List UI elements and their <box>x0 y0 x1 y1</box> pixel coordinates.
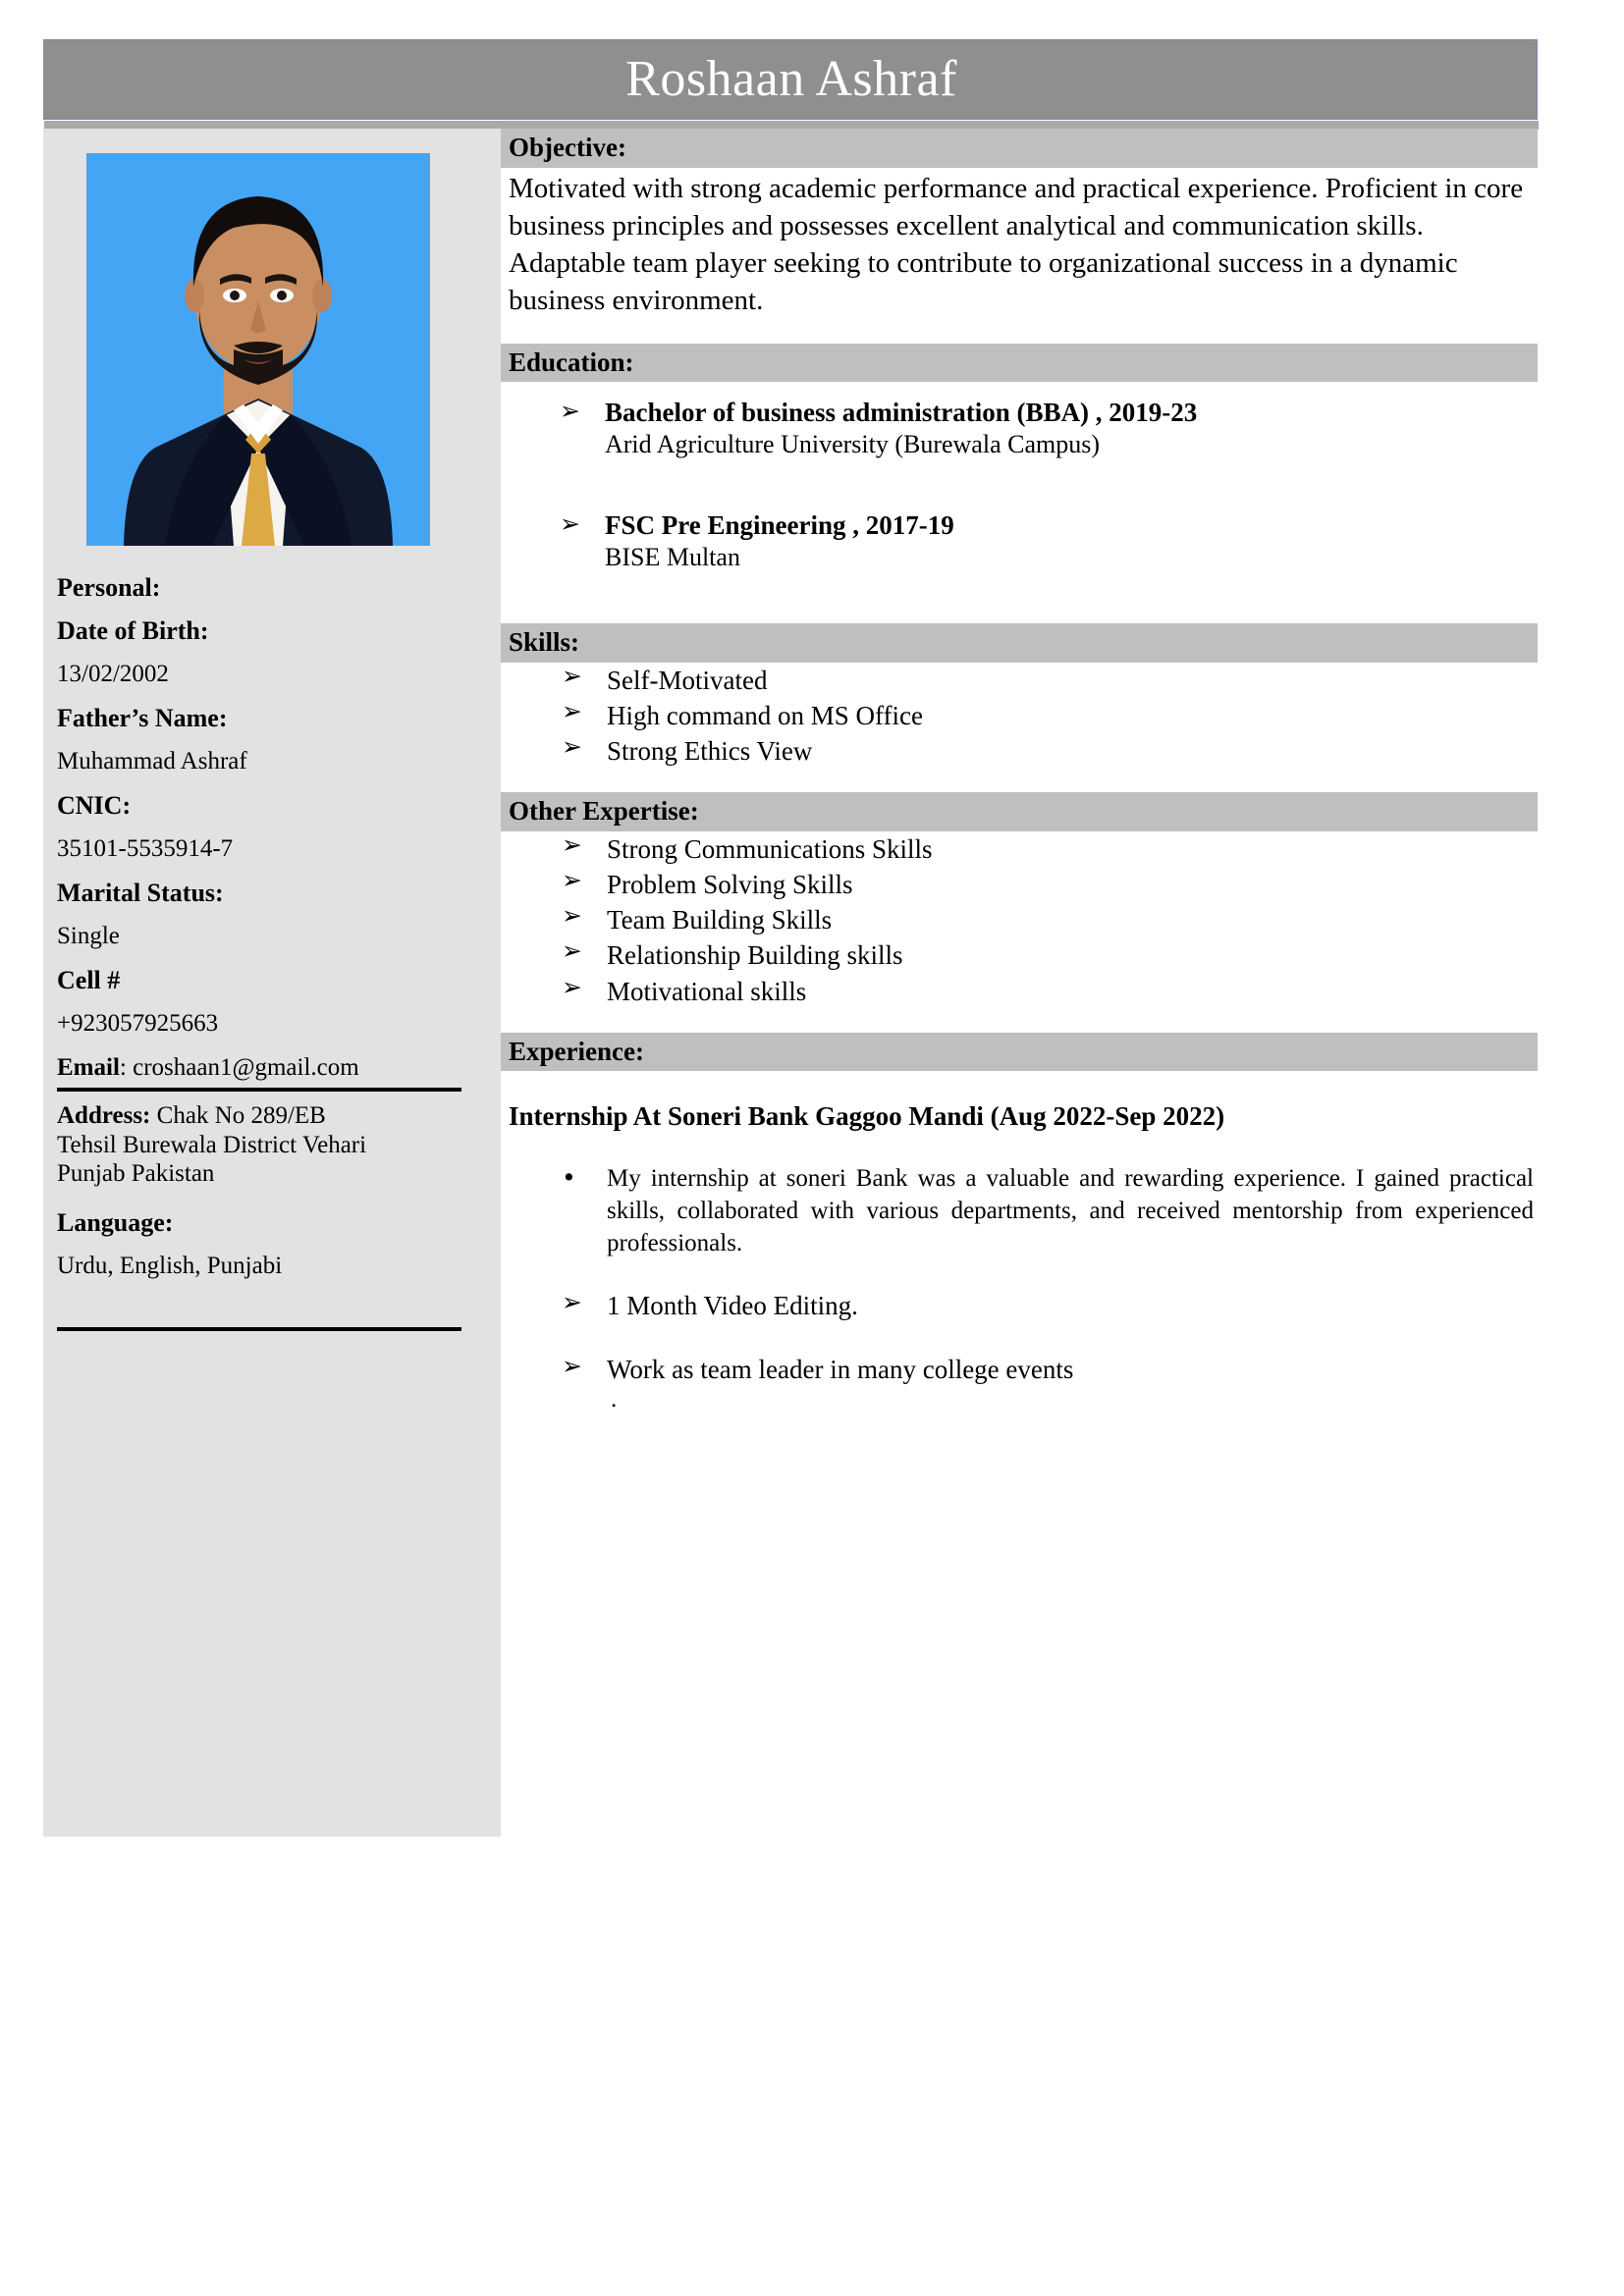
section-header-experience: Experience: <box>501 1033 1538 1072</box>
expertise-text: Team Building Skills <box>607 905 833 935</box>
other-expertise-list <box>501 831 1538 1009</box>
arrow-bullet-icon: ➢ <box>562 661 582 690</box>
cnic-label: CNIC: <box>57 791 132 820</box>
profile-photo <box>86 153 430 546</box>
experience-arrow-item <box>501 1289 1538 1323</box>
language-label: Language: <box>57 1207 174 1237</box>
objective-text: Motivated with strong academic performance and practical experience. Proficient in core business principles and possesses excellent analytical and communication skills. Adaptable team player seeking to contribute to organizational success in a dynamic business environment. <box>509 172 1524 317</box>
cell-label: Cell # <box>57 966 121 994</box>
divider-bottom <box>57 1327 461 1331</box>
header-banner <box>43 39 1538 120</box>
main-content <box>501 129 1538 1412</box>
section-header-skills: Skills: <box>501 623 1538 663</box>
section-header-objective: Objective: <box>501 129 1538 168</box>
email-label: Email <box>57 1054 120 1081</box>
cell-value: +923057925663 <box>57 1010 219 1037</box>
expertise-text: Problem Solving Skills <box>607 870 853 900</box>
education-item <box>560 510 1538 572</box>
experience-arrow-item <box>501 1353 1538 1387</box>
dob-value: 13/02/2002 <box>57 661 169 687</box>
arrow-bullet-icon: ➢ <box>562 936 582 966</box>
education-degree: Bachelor of business administration (BBA) , 2019-23 <box>605 398 1198 428</box>
list-item <box>562 663 1538 698</box>
father-name-label: Father’s Name: <box>57 704 228 732</box>
education-item <box>560 398 1538 459</box>
education-list <box>501 398 1538 572</box>
list-item <box>562 937 1538 973</box>
marital-status-label: Marital Status: <box>57 879 224 907</box>
expertise-text: Relationship Building skills <box>607 940 903 971</box>
email-value: : croshaan1@gmail.com <box>119 1054 359 1081</box>
arrow-bullet-icon: ➢ <box>562 696 582 725</box>
page-title: Roshaan Ashraf <box>625 51 957 107</box>
expertise-text: Motivational skills <box>607 976 807 1006</box>
list-item <box>562 698 1538 733</box>
section-header-other-expertise: Other Expertise: <box>501 792 1538 831</box>
marital-status-value: Single <box>57 923 120 949</box>
language-value: Urdu, English, Punjabi <box>57 1252 283 1279</box>
list-item <box>562 974 1538 1009</box>
dob-label: Date of Birth: <box>57 616 209 645</box>
education-school: Arid Agriculture University (Burewala Campus) <box>605 430 1100 459</box>
address-line-2: Tehsil Burewala District Vehari <box>57 1131 367 1158</box>
arrow-bullet-icon: ➢ <box>562 901 582 931</box>
sidebar <box>43 129 501 1837</box>
list-item <box>562 902 1538 937</box>
education-school: BISE Multan <box>605 543 740 572</box>
address-line-1 <box>57 1101 489 1131</box>
experience-title: Internship At Soneri Bank Gaggoo Mandi (Aug 2022-Sep 2022) <box>509 1101 1225 1132</box>
address-label: Address: <box>57 1102 151 1129</box>
skill-text: Self-Motivated <box>607 665 768 695</box>
email-row <box>57 1055 489 1080</box>
arrow-bullet-icon: ➢ <box>562 866 582 895</box>
father-name-value: Muhammad Ashraf <box>57 748 247 774</box>
list-item <box>562 867 1538 902</box>
list-item <box>562 831 1538 867</box>
experience-bullet-item <box>501 1162 1538 1259</box>
arrow-bullet-icon: ➢ <box>560 509 580 539</box>
personal-heading: Personal: <box>57 573 161 602</box>
experience-stray-period: . <box>611 1386 618 1414</box>
skill-text: Strong Ethics View <box>607 736 813 767</box>
dot-bullet-icon: • <box>562 1162 576 1192</box>
experience-arrow-text: Work as team leader in many college events <box>607 1354 1074 1384</box>
arrow-bullet-icon: ➢ <box>562 732 582 762</box>
arrow-bullet-icon: ➢ <box>562 972 582 1001</box>
skill-text: High command on MS Office <box>607 700 923 730</box>
list-item <box>562 733 1538 769</box>
arrow-bullet-icon: ➢ <box>562 1287 582 1316</box>
expertise-text: Strong Communications Skills <box>607 833 933 864</box>
section-header-education: Education: <box>501 344 1538 383</box>
arrow-bullet-icon: ➢ <box>560 397 580 426</box>
cnic-value: 35101-5535914-7 <box>57 835 234 862</box>
divider-above-address <box>57 1088 461 1092</box>
arrow-bullet-icon: ➢ <box>562 829 582 859</box>
experience-paragraph: My internship at soneri Bank was a valuable and rewarding experience. I gained practical skills, collaborated with various departments, and received mentorship from experienced professionals. <box>607 1164 1534 1256</box>
address-line-3: Punjab Pakistan <box>57 1160 215 1187</box>
address-street: Chak No 289/EB <box>150 1102 326 1129</box>
sidebar-content <box>57 575 489 1341</box>
experience-arrow-text: 1 Month Video Editing. <box>607 1290 858 1320</box>
arrow-bullet-icon: ➢ <box>562 1351 582 1380</box>
education-degree: FSC Pre Engineering , 2017-19 <box>605 510 954 541</box>
skills-list <box>501 663 1538 770</box>
